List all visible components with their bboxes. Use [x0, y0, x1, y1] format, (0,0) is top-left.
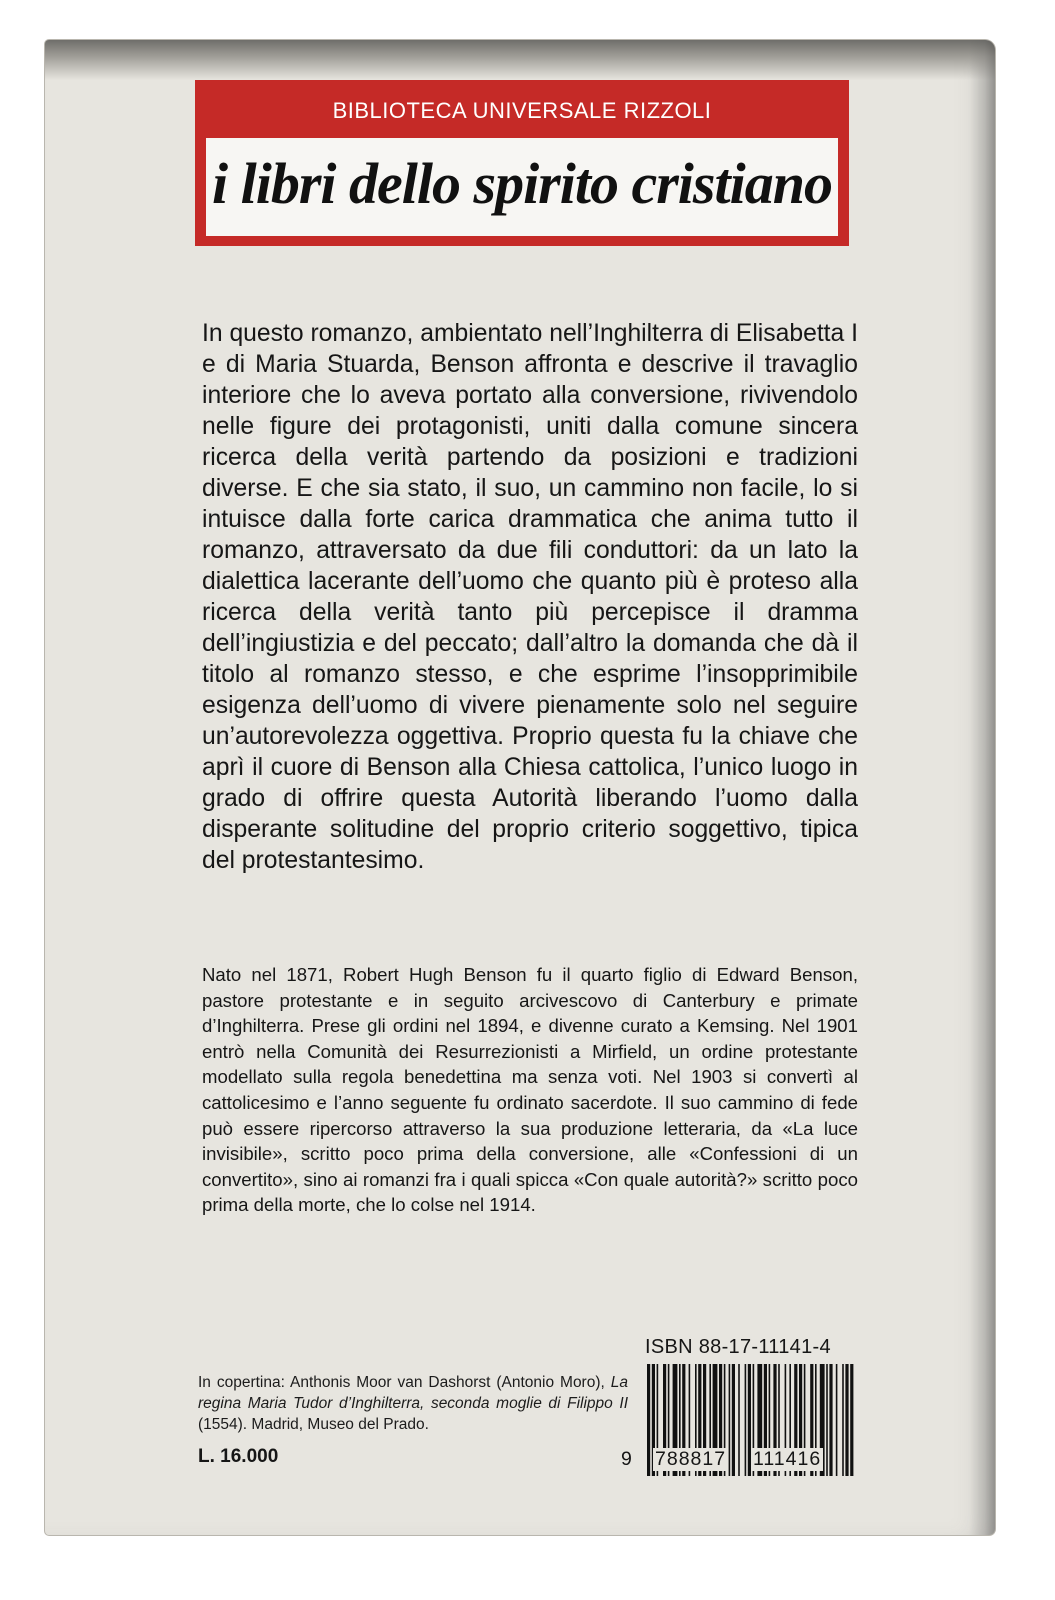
book-back-cover — [45, 40, 995, 1535]
barcode-left-group: 788817 — [655, 1448, 727, 1470]
cover-credit — [198, 1372, 628, 1435]
series-title: i libri dello spirito cristiano — [212, 151, 832, 216]
series-name: BIBLIOTECA UNIVERSALE RIZZOLI — [332, 98, 712, 123]
isbn-label: ISBN 88-17-11141-4 — [645, 1336, 831, 1358]
book-description: In questo romanzo, ambientato nell’Inghilterra di Elisabetta I e di Maria Stuarda, Benson affronta e descrive il travaglio interiore che lo aveva portato alla conversione, rivivendolo nelle figure dei protagonisti, uniti dalla comune sincera ricerca della verità partendo da posizioni e tradizioni diverse. E che sia stato, il suo, un cammino non facile, lo si intuisce dalla forte carica drammatica che anima tutto il romanzo, attraversato da due fili conduttori: da un lato la dialettica lacerante dell’uomo che quanto più è proteso alla ricerca della verità tanto più percepisce il dramma dell’ingiustizia e del peccato; dall’altro la domanda che dà il titolo al romanzo stesso, e che esprime l’insopprimibile esigenza dell’uomo di vivere pienamente solo nel seguire un’autorevolezza oggettiva. Proprio questa fu la chiave che aprì il cuore di Benson alla Chiesa cattolica, l’unico luogo in grado di offrire questa Autorità liberando l’uomo dalla disperante solitudine del proprio criterio soggettivo, tipica del protestantesimo. — [202, 320, 858, 874]
cover-spine-edge — [969, 40, 995, 1535]
cover-credit-lead: In copertina: Anthonis Moor van Dashorst (Antonio Moro), — [198, 1374, 611, 1391]
series-banner — [195, 80, 849, 246]
barcode-first-digit: 9 — [621, 1448, 632, 1470]
price-label: L. 16.000 — [198, 1446, 279, 1467]
author-biography: Nato nel 1871, Robert Hugh Benson fu il quarto figlio di Edward Benson, pastore protestante e in seguito arcivescovo di Canterbury e primate d’Inghilterra. Prese gli ordini nel 1894, e divenne curato a Kemsing. Nel 1901 entrò nella Comunità dei Resurrezionisti a Mirfield, un ordine protestante modellato sulla regola benedettina ma senza voti. Nel 1903 si convertì al cattolicesimo e l’anno seguente fu ordinato sacerdote. Il suo cammino di fede può essere ripercorso attraverso la sua produzione letteraria, da «La luce invisibile», scritto poco prima della conversione, alle «Confessioni di un convertito», sino ai romanzi fra i quali spicca «Con quale autorità?» scritto poco prima della morte, che lo colse nel 1914. — [202, 964, 858, 1216]
barcode-digits — [621, 1448, 861, 1474]
barcode-right-group: 111416 — [753, 1448, 822, 1470]
series-title-box — [206, 138, 838, 236]
cover-top-edge — [45, 40, 995, 80]
cover-credit-work: La regina Maria Tudor d’Inghilterra, seconda moglie di Filippo II — [198, 1374, 628, 1412]
cover-credit-tail: (1554). Madrid, Museo del Prado. — [198, 1416, 429, 1433]
